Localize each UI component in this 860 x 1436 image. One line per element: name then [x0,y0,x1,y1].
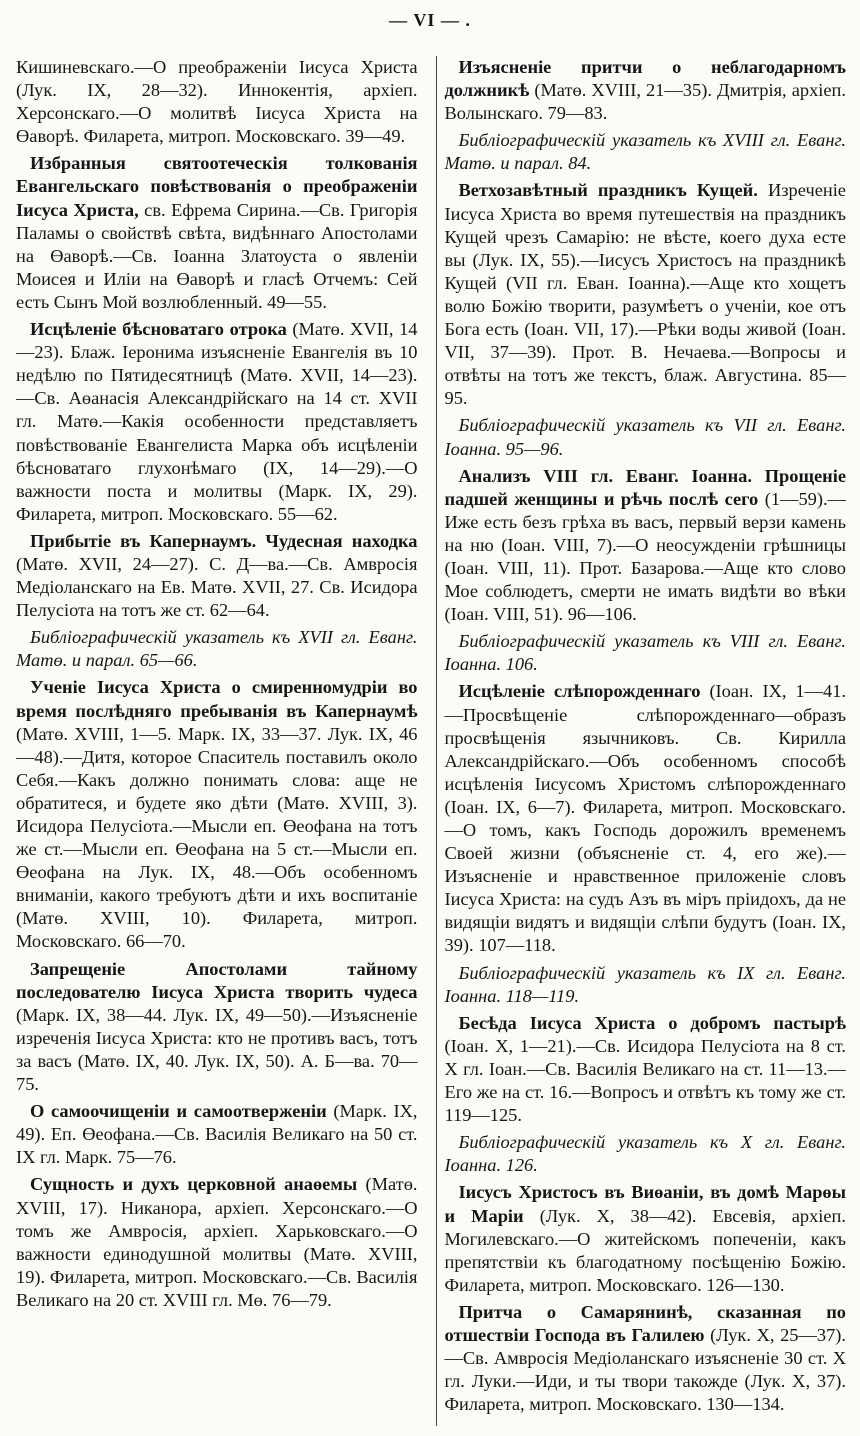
entry-title: Ученiе Iисуса Христа о смиренномудрiи во время послѣдняго пребыванiя въ Капернаумѣ [16,677,418,721]
entry-text: св. Ефрема Сирина.—Св. Григорiя Паламы о свойствѣ свѣта, видѣннаго Апостолами на Өаворѣ.—Св. Iоанна Златоуста о явленiи Моисея и Илiи на Өаворѣ и гласѣ Отчемъ: Сей есть Сынъ Мой возлюбленный. 49—55. [16,199,418,312]
entry-text: (Матө. XVII, 14—23). Блаж. Iеронима изъясненiе Евангелiя въ 10 недѣлю по Пятидесятницѣ (Матө. XVII, 14—23).—Св. Аөанасiя Александрiйскаго на 14 ст. XVII гл. Матө.—Какiя особенности представляетъ повѣствованiе Евангелиста Марка объ исцѣленiи бѣсноватаго глухонѣмаго (IX, 14—29).—О важности поста и молитвы (Марк. IX, 29). Филарета, митроп. Московскаго. 55—62. [16,319,418,524]
entry-text: (Матө. XVIII, 17). Никанора, архiеп. Херсонскаго.—О томъ же Амвросiя, архiеп. Харьковскаго.—О важности единодушной молитвы (Матө. XVIII, 19). Филарета, митроп. Московскаго.—Св. Василiя Великаго на 20 ст. XVIII гл. Мө. 76—79. [16,1174,418,1310]
entry-text: (Iоан. IX, 1—41.—Просвѣщенiе слѣпорожденнаго—образъ просвѣщенiя язычниковъ. Св. Кирилла Александрiйскаго.—Объ особенномъ способѣ исцѣленiя Iисусомъ Христомъ слѣпорожденнаго (Iоан. IX, 6—7). Филарета, митроп. Московскаго.—О томъ, какъ Господь дорожилъ временемъ Своей жизни (объясненiе ст. 4, его же).—Изъясненiе и нравственное приложенiе словъ Iисуса Христа: на судъ Азъ въ мiръ прiидохъ, да не видящiи видятъ и видящiи слѣпи будутъ (Iоан. IX, 39). 107—118. [444,681,846,956]
entry-text: (Марк. IX, 38—44. Лук. IX, 49—50).—Изъясненiе изреченiя Iисуса Христа: кто не противъ васъ, тотъ за васъ (Матө. IX, 40. Лук. IX, 50). А. Б—ва. 70—75. [16,1004,418,1095]
bibliography-entry [445,129,847,175]
contents-entry [16,318,418,526]
entry-text: Библiографическiй указатель къ X гл. Еванг. Iоанна. 126. [444,1132,846,1176]
entry-text: (Матө. XVIII, 1—5. Марк. IX, 33—37. Лук. IX, 46—48).—Дитя, которое Спаситель поставилъ около Себя.—Какъ должно понимать слова: аще не обратитеся, и будете яко дѣти (Матө. XVIII, 3). Исидора Пелусiота.—Мысли еп. Өеофана на тотъ же ст.—Мысли еп. Өеофана на 5 ст.—Мысли еп. Өеофана на Лук. IX, 48.—Объ особенномъ вниманiи, какого требуютъ дѣти и ихъ воспитанiе (Матө. XVIII, 10). Филарета, митроп. Московскаго. 66—70. [16,723,418,952]
entry-title: Исцѣленiе бѣсноватаго отрока [30,319,287,340]
contents-entry [445,1012,847,1127]
bibliography-entry [16,626,418,672]
entry-text: (Марк. IX, 49). Еп. Өеофана.—Св. Василiя Великаго на 50 ст. IX гл. Марк. 75—76. [16,1101,418,1168]
entry-title: Сущность и духъ церковной анаөемы [30,1174,358,1195]
entry-text: (Iоан. X, 1—21).—Св. Исидора Пелусiота на 8 ст. X гл. Iоан.—Св. Василiя Великаго на ст. 11—13.—Его же на ст. 16.—Вопросъ и отвѣтъ къ тому же ст. 119—125. [444,1035,846,1126]
bibliography-entry [445,414,847,460]
entry-text: (Лук. X, 38—42). Евсевiя, архiеп. Могилевскаго.—О житейскомъ попеченiи, какъ препятствiи къ благодатному посѣщенiю Божiю. Филарета, митроп. Московскаго. 126—130. [444,1205,846,1295]
entry-text: (1—59).—Иже есть безъ грѣха въ васъ, первый верзи камень на ню (Iоан. VIII, 7).—О неосужденiи грѣшницы (Iоан. VIII, 11). Прот. Базарова.—Аще кто слово Мое соблюдетъ, смерти не имать видѣти во вѣки (Iоан. VIII, 51). 96—106. [444,488,846,625]
contents-entry [16,1173,418,1312]
contents-entry [16,530,418,622]
left-column [16,56,418,1426]
contents-entry [445,1301,847,1416]
entry-text: Библiографическiй указатель къ VIII гл. Еванг. Iоанна. 106. [444,631,846,675]
contents-entry [16,152,418,314]
contents-entry [445,680,847,957]
entry-title: Избранныя святоотеческiя толкованiя Евангельскаго повѣствованiя о преображенiи Iисуса Христа, [16,153,418,220]
contents-entry [445,56,847,125]
entry-text: Библiографическiй указатель къ IX гл. Еванг. Iоанна. 118—119. [444,962,846,1006]
entry-title: Ветхозавѣтный праздникъ Кущей. [458,180,758,201]
contents-entry [445,179,847,410]
entry-text: Кишиневскаго.—О преображенiи Iисуса Христа (Лук. IX, 28—32). Иннокентiя, архiеп. Херсонскаго.—О молитвѣ Iисуса Христа на Өаворѣ. Филарета, митроп. Московскаго. 39—49. [16,57,418,147]
entry-title: Бесѣда Iисуса Христа о добромъ пастырѣ [458,1012,846,1033]
bibliography-entry [445,1131,847,1177]
entry-title: Изъясненiе притчи о неблагодарномъ должникѣ [444,57,846,101]
entry-text: (Матө. XVII, 24—27). С. Д—ва.—Св. Амвросiя Медiоланскаго на Ев. Матө. XVII, 27. Св. Исидора Пелусiота на тотъ же ст. 62—64. [16,553,418,621]
entry-title: Iисусъ Христосъ въ Виөанiи, въ домѣ Марөы и Марiи [444,1182,846,1226]
entry-title: Исцѣленiе слѣпорожденнаго [458,681,701,702]
contents-entry [445,465,847,627]
entry-title: Анализъ VIII гл. Еванг. Iоанна. Прощенiе падшей женщины и рѣчь послѣ сего [444,465,846,509]
contents-entry [16,676,418,953]
bibliography-entry [445,962,847,1008]
contents-entry [16,958,418,1097]
entry-title: Запрещенiе Апостолами тайному последователю Iисуса Христа творить чудеса [16,958,418,1002]
page-number: — VI — . [389,10,471,30]
entry-text: Библiографическiй указатель къ XVIII гл. Еванг. Матө. и парал. 84. [444,130,846,174]
entry-text: Библiографическiй указатель къ VII гл. Еванг. Iоанна. 95—96. [444,415,846,459]
entry-text: (Лук. X, 25—37).—Св. Амвросiя Медiоланскаго изъясненiе 30 ст. X гл. Луки.—Иди, и ты твори такожде (Лук. X, 37). Филарета, митроп. Московскаго. 130—134. [444,1324,846,1415]
contents-entry [16,56,418,148]
right-column [436,56,847,1426]
bibliography-entry [445,630,847,676]
entry-text: (Матө. XVIII, 21—35). Дмитрiя, архiеп. Волынскаго. 79—83. [444,80,846,124]
entry-text: Библiографическiй указатель къ XVII гл. Еванг. Матө. и парал. 65—66. [16,627,418,671]
contents-entry [445,1181,847,1296]
entry-title: О самоочищенiи и самоотверженiи [30,1101,327,1122]
entry-title: Прибытiе въ Капернаумъ. Чудесная находка [30,530,418,551]
contents-columns [16,56,846,1426]
entry-title: Притча о Самарянинѣ, сказанная по отшествiи Господа въ Галилею [444,1301,846,1345]
entry-text: Изреченiе Iисуса Христа во время путешествiя на праздникъ Кущей чрезъ Самарiю: не вѣсте, коего духа есте вы (Лук. IX, 55).—Iисусъ Христосъ на праздникѣ Кущей (VII гл. Еван. Iоанна).—Аще кто хощетъ волю Божiю творити, разумѣетъ о ученiи, кое отъ Бога есть (Iоан. VII, 17).—Рѣки воды живой (Iоан. VII, 37—39). Прот. В. Нечаева.—Вопросы и отвѣты на тотъ же текстъ, блаж. Августина. 85—95. [444,180,846,409]
contents-entry [16,1100,418,1169]
